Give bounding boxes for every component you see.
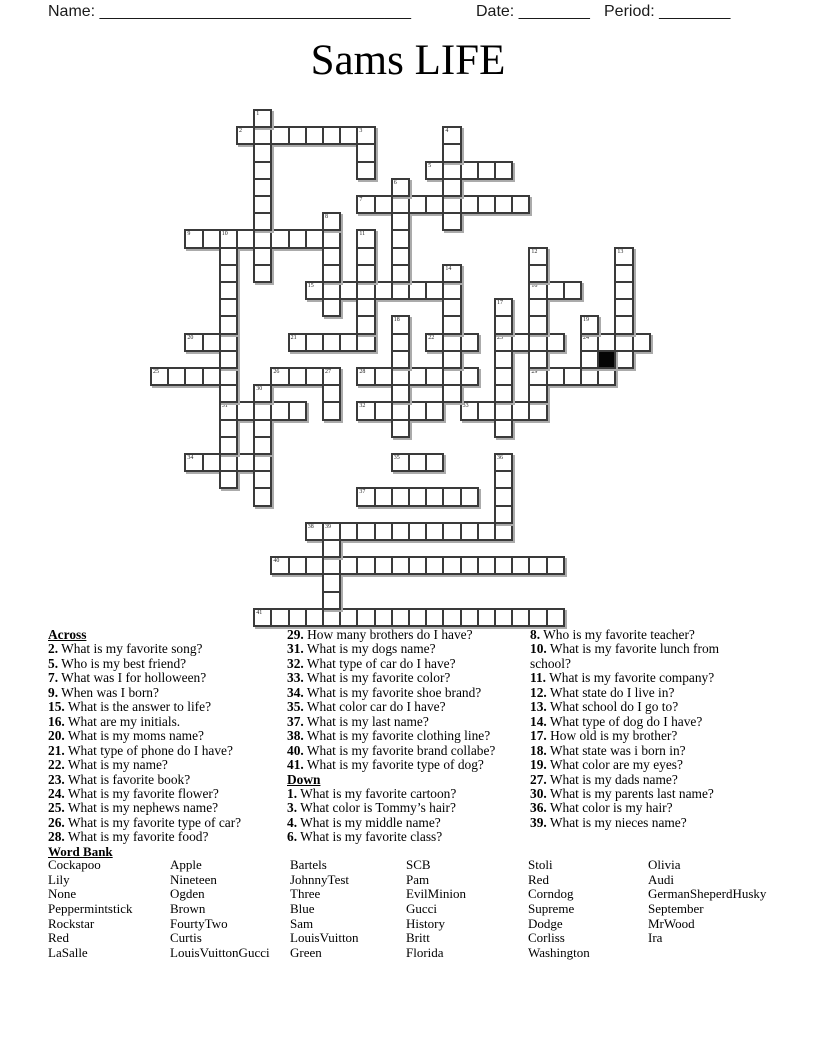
clue-item: 20. What is my moms name? (48, 728, 204, 744)
name-blank-line: ___________________________________ (99, 3, 412, 20)
word-bank-word: Red (528, 871, 549, 887)
word-bank-word: Stoli (528, 857, 553, 872)
grid-cell (442, 178, 461, 197)
grid-cell-number: 5 (428, 162, 432, 169)
word-bank-word: SCB (406, 857, 431, 872)
clue-item: 36. What color is my hair? (530, 800, 673, 816)
word-bank-word: LouisVuitton (290, 930, 359, 946)
grid-cell (597, 367, 616, 386)
grid-cell-number: 12 (531, 248, 538, 255)
grid-cell-number: 37 (359, 489, 366, 496)
grid-cell-number: 24 (583, 334, 589, 341)
grid-cell (546, 608, 565, 627)
grid-cell (356, 333, 375, 352)
grid-cell-number: 28 (359, 369, 366, 375)
word-bank-word: Supreme (528, 900, 575, 916)
clue-column-3 (530, 628, 751, 830)
grid-cell (511, 195, 530, 214)
grid-cell (219, 470, 238, 489)
grid-cell-number: 14 (445, 265, 452, 272)
clue-item: 41. What is my favorite type of dog? (287, 757, 484, 773)
grid-cell (219, 315, 238, 334)
grid-cell (494, 315, 513, 334)
clue-item: 8. Who is my favorite teacher? (530, 627, 695, 642)
clue-column-1 (48, 628, 286, 845)
word-bank-word: Ogden (170, 886, 205, 902)
grid-cell-number: 34 (187, 455, 194, 461)
word-bank-word: Lily (48, 871, 70, 887)
clue-item: 29. How many brothers do I have? (287, 627, 473, 642)
grid-cell-number: 23 (497, 334, 503, 341)
grid-cell-number: 19 (583, 317, 589, 324)
word-bank-column (528, 858, 590, 961)
grid-cell-number: 15 (307, 283, 314, 289)
grid-cell-number: 38 (307, 523, 314, 530)
clue-item: 7. What was I for holloween? (48, 670, 207, 686)
clue-item: 9. When was I born? (48, 684, 159, 700)
clue-item: 11. What is my favorite company? (530, 670, 715, 686)
grid-cell (322, 298, 341, 317)
grid-cell-number: 41 (256, 609, 263, 616)
grid-cell (322, 264, 341, 283)
grid-cell (528, 315, 547, 334)
clue-section-heading: Down (287, 771, 321, 787)
word-bank-word: Audi (648, 871, 674, 887)
clue-item: 5. Who is my best friend? (48, 655, 187, 671)
grid-cell-number: 8 (325, 214, 328, 221)
grid-cell-number: 29 (531, 369, 538, 375)
clue-item: 35. What color car do I have? (287, 699, 446, 715)
clue-item: 1. What is my favorite cartoon? (287, 785, 457, 801)
grid-cell (528, 350, 547, 369)
grid-cell (425, 453, 444, 472)
grid-cell (614, 315, 633, 334)
grid-cell (253, 264, 272, 283)
clue-item: 37. What is my last name? (287, 713, 429, 729)
grid-cell (546, 556, 565, 575)
grid-cell (442, 212, 461, 231)
clue-item: 14. What type of dog do I have? (530, 713, 703, 729)
word-bank-word: Pam (406, 871, 430, 887)
clue-item: 12. What state do I live in? (530, 684, 675, 700)
grid-cell-number: 16 (531, 283, 538, 289)
grid-cell-number: 13 (617, 248, 624, 255)
word-bank-word: Ira (648, 930, 663, 946)
word-bank-word: Sam (290, 915, 314, 931)
grid-cell-number: 32 (359, 403, 366, 410)
grid-cell-number: 18 (393, 317, 400, 324)
clue-item: 27. What is my dads name? (530, 771, 678, 787)
grid-cell-number: 7 (359, 197, 363, 203)
grid-cell (563, 281, 582, 300)
clue-item: 40. What is my favorite brand collabe? (287, 742, 496, 758)
word-bank-word: Gucci (406, 900, 438, 916)
clue-item: 31. What is my dogs name? (287, 641, 436, 657)
grid-cell (322, 539, 341, 558)
date-label: Date: (476, 3, 515, 20)
grid-cell-number: 9 (187, 231, 191, 238)
grid-cell-number: 2 (239, 128, 242, 135)
grid-cell-number: 22 (428, 334, 435, 341)
word-bank-word: Dodge (528, 915, 563, 931)
grid-cell (442, 264, 461, 283)
grid-cell-number: 10 (221, 231, 228, 238)
clue-item: 23. What is favorite book? (48, 771, 191, 787)
grid-cell (494, 384, 513, 403)
grid-cell (442, 143, 461, 162)
grid-cell (528, 401, 547, 420)
grid-cell (322, 591, 341, 610)
word-bank-word: GermanSheperdHusky (648, 886, 767, 902)
date-blank-line: ________ (518, 3, 590, 20)
grid-cell (460, 487, 479, 506)
word-bank-word: Three (290, 886, 321, 902)
clue-item: 18. What state was i born in? (530, 742, 686, 758)
clue-item: 30. What is my parents last name? (530, 785, 714, 801)
grid-cell (460, 333, 479, 352)
grid-cell (219, 384, 238, 403)
clue-item: 15. What is the answer to life? (48, 699, 212, 715)
grid-cell-number: 6 (393, 179, 397, 186)
word-bank-word: Apple (170, 857, 202, 872)
grid-cell (322, 401, 341, 420)
word-bank-column (406, 858, 466, 961)
word-bank-word: Rockstar (48, 915, 95, 931)
word-bank-word: Corndog (528, 886, 574, 902)
clue-item: 21. What type of phone do I have? (48, 742, 233, 758)
grid-cell-number: 3 (359, 128, 363, 135)
grid-cell (253, 384, 272, 403)
clue-item: 16. What are my initials. (48, 713, 181, 729)
clue-item: 17. How old is my brother? (530, 728, 678, 744)
grid-cell (546, 333, 565, 352)
word-bank-word: LaSalle (48, 944, 88, 960)
grid-cell-number: 17 (497, 300, 503, 307)
clue-item: 32. What type of car do I have? (287, 655, 456, 671)
grid-cell-number: 21 (290, 334, 297, 341)
grid-cell (580, 315, 599, 334)
grid-black-cell (597, 350, 616, 369)
clue-item: 19. What color are my eyes? (530, 757, 683, 773)
word-bank-word: Corliss (528, 930, 565, 946)
word-bank-word: Olivia (648, 857, 681, 872)
grid-cell (528, 264, 547, 283)
word-bank-word: MrWood (648, 915, 695, 931)
grid-cell-number: 35 (393, 455, 400, 461)
word-bank-word: EvilMinion (406, 886, 466, 902)
clue-item: 38. What is my favorite clothing line? (287, 728, 491, 744)
word-bank-word: JohnnyTest (290, 871, 350, 887)
word-bank-word: Peppermintstick (48, 900, 133, 916)
clue-item: 24. What is my favorite flower? (48, 785, 219, 801)
clue-item: 6. What is my favorite class? (287, 829, 443, 845)
word-bank-word: Washington (528, 944, 590, 960)
grid-cell (494, 161, 513, 180)
word-bank-word: Nineteen (170, 871, 217, 887)
grid-cell-number: 1 (256, 111, 260, 117)
word-bank-word: Red (48, 930, 69, 946)
grid-cell (391, 384, 410, 403)
grid-cell (253, 487, 272, 506)
grid-cell (322, 212, 341, 231)
name-label: Name: (48, 3, 96, 20)
word-bank-word: Cockapoo (48, 857, 101, 872)
grid-cell (494, 505, 513, 524)
clue-item: 2. What is my favorite song? (48, 641, 203, 657)
word-bank-word: Bartels (290, 857, 327, 872)
grid-cell (528, 384, 547, 403)
grid-cell (288, 401, 307, 420)
grid-cell (253, 212, 272, 231)
word-bank-column (648, 858, 766, 946)
grid-cell (442, 350, 461, 369)
word-bank-word: LouisVuittonGucci (170, 944, 270, 960)
clue-item: 26. What is my favorite type of car? (48, 814, 242, 830)
word-bank-word: None (48, 886, 77, 902)
page-title: Sams LIFE (310, 37, 506, 84)
grid-cell-number: 33 (462, 403, 469, 410)
grid-cell (219, 350, 238, 369)
clue-item: 10. What is my favorite lunch from school? (530, 641, 720, 671)
grid-cell (219, 436, 238, 455)
grid-cell (425, 401, 444, 420)
word-bank-word: Brown (170, 900, 206, 916)
grid-cell (253, 109, 272, 128)
clue-item: 3. What color is Tommy’s hair? (287, 800, 456, 816)
grid-cell-number: 27 (325, 369, 331, 375)
grid-cell (442, 384, 461, 403)
word-bank-word: Green (290, 944, 322, 960)
word-bank-word: FourtyTwo (170, 915, 228, 931)
clue-item: 22. What is my name? (48, 757, 168, 773)
word-bank-heading: Word Bank (48, 844, 113, 859)
grid-cell-number: 39 (325, 523, 331, 530)
clue-item: 33. What is my favorite color? (287, 670, 451, 686)
grid-cell (494, 419, 513, 438)
clue-item: 39. What is my nieces name? (530, 814, 687, 830)
clue-section-heading: Across (48, 627, 87, 642)
word-bank-word: September (648, 900, 704, 916)
grid-cell-number: 40 (273, 558, 280, 565)
grid-cell (460, 367, 479, 386)
grid-cell (391, 178, 410, 197)
clue-item: 4. What is my middle name? (287, 814, 441, 830)
period-blank-line: ________ (659, 3, 731, 20)
word-bank-column (290, 858, 359, 961)
grid-cell (356, 264, 375, 283)
grid-cell (356, 315, 375, 334)
grid-cell-number: 36 (497, 455, 503, 461)
grid-cell (391, 419, 410, 438)
grid-cell-number: 11 (359, 231, 366, 238)
grid-cell (391, 350, 410, 369)
word-bank-word: Blue (290, 900, 315, 916)
word-bank-word: Britt (406, 930, 430, 946)
grid-cell-number: 20 (187, 334, 194, 341)
word-bank-column (48, 858, 133, 961)
grid-cell (442, 315, 461, 334)
grid-cell (356, 161, 375, 180)
grid-cell (391, 264, 410, 283)
grid-cell (614, 350, 633, 369)
grid-cell (253, 436, 272, 455)
clue-item: 34. What is my favorite shoe brand? (287, 684, 482, 700)
grid-cell-number: 26 (273, 369, 280, 375)
clue-item: 28. What is my favorite food? (48, 829, 209, 845)
clue-item: 13. What school do I go to? (530, 699, 679, 715)
grid-cell (632, 333, 651, 352)
grid-cell-number: 25 (153, 369, 159, 375)
grid-cell-number: 31 (221, 403, 228, 410)
clue-column-2 (287, 628, 527, 845)
word-bank-word: History (406, 915, 445, 931)
period-label: Period: (604, 3, 655, 20)
word-bank-word: Florida (406, 944, 444, 960)
grid-cell-number: 4 (445, 128, 449, 135)
word-bank-column (170, 858, 270, 961)
grid-cell-number: 30 (256, 386, 263, 393)
clue-item: 25. What is my nephews name? (48, 800, 219, 816)
grid-cell (494, 522, 513, 541)
word-bank-word: Curtis (170, 930, 202, 946)
